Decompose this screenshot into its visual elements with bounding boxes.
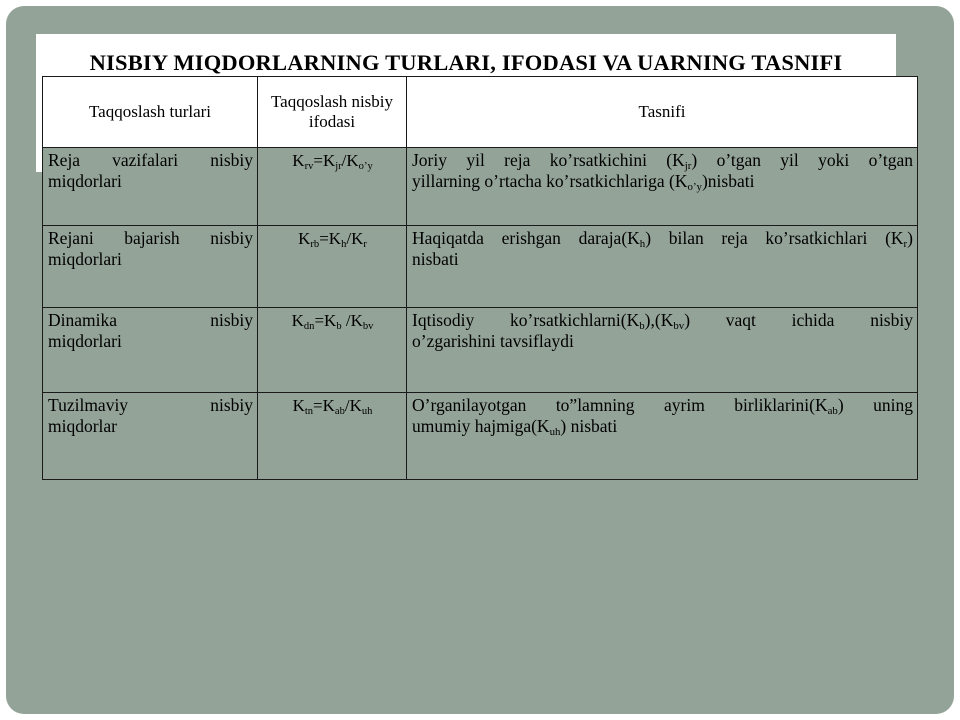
table-header-row [43, 77, 918, 148]
formula-base-1: K [291, 311, 304, 330]
formula-base-3: K [350, 311, 363, 330]
table-row [43, 393, 918, 480]
formula-sub-1: dn [303, 320, 315, 332]
formula-equals: = [313, 151, 323, 170]
desc-sub: h [639, 238, 646, 251]
desc-line-2 [412, 171, 913, 192]
cell-description-1 [407, 148, 918, 226]
formula-sub-2: ab [334, 405, 345, 417]
cell-type-3 [43, 308, 258, 393]
formula-slash: / [346, 229, 352, 248]
cell-formula-1 [258, 148, 407, 226]
type-line-1: Tuzilmaviy nisbiy [48, 395, 253, 415]
formula-equals: = [319, 229, 329, 248]
desc-line-1 [412, 395, 913, 416]
desc-text: ) [907, 228, 913, 248]
slide-canvas [6, 6, 954, 714]
table-row [43, 308, 918, 393]
table-row [43, 226, 918, 308]
cell-description-3 [407, 308, 918, 393]
formula-sub-1: tn [304, 405, 314, 417]
type-line-2: miqdorlari [48, 249, 122, 269]
formula-base-2: K [322, 151, 336, 170]
formula-base-2: K [322, 396, 335, 415]
desc-text: ),(K [644, 310, 674, 330]
formula-sub-3: uh [361, 405, 373, 417]
column-header-type: Taqqoslash turlari [43, 77, 258, 148]
cell-type-4 [43, 393, 258, 480]
cell-description-2 [407, 226, 918, 308]
desc-line-1 [412, 228, 913, 249]
formula-slash: / [344, 396, 350, 415]
page-title: NISBIY MIQDORLARNING TURLARI, IFODASI VA UARNING TASNIFI [89, 50, 843, 75]
formula-base-1: K [292, 151, 305, 170]
formula-sub-3: bv [362, 320, 374, 332]
desc-sub: o’y [687, 181, 702, 194]
desc-sub: bv [673, 320, 685, 333]
desc-text: O’rganilayotgan to”lamning ayrim birliklarini(K [412, 395, 828, 415]
cell-description-4 [407, 393, 918, 480]
formula-base-2: K [328, 229, 342, 248]
desc-text: ) o’tgan yil yoki o’tgan [691, 150, 913, 170]
formula-sub-2: h [341, 238, 347, 250]
relative-quantities-table [42, 76, 918, 480]
formula-sub-2: jr [335, 160, 342, 172]
desc-text: Joriy yil reja ko’rsatkichini (K [412, 150, 685, 170]
desc-text: Haqiqatda erishgan daraja(K [412, 228, 640, 248]
desc-text: ) uning [837, 395, 913, 415]
desc-line-1 [412, 150, 913, 171]
cell-formula-2 [258, 226, 407, 308]
desc-line-1 [412, 310, 913, 331]
desc-sub: uh [549, 426, 561, 439]
formula-equals: = [314, 311, 325, 330]
column-header-formula: Taqqoslash nisbiy ifodasi [258, 77, 407, 148]
desc-sub: jr [684, 160, 692, 173]
type-line-1: Reja vazifalari nisbiy [48, 150, 253, 170]
desc-sub: ab [827, 405, 838, 418]
desc-line-2: o’zgarishini tavsiflaydi [412, 331, 574, 351]
formula-sub-2: b [336, 320, 342, 332]
formula-base-1: K [292, 396, 305, 415]
formula-base-3: K [351, 229, 364, 248]
desc-text: ) nisbati [560, 416, 618, 436]
formula-sub-1: rb [310, 238, 320, 250]
formula-sub-1: rv [304, 160, 314, 172]
formula-base-3: K [349, 396, 362, 415]
formula-sub-3: o’y [358, 160, 373, 172]
cell-formula-4 [258, 393, 407, 480]
desc-text: umumiy hajmiga(K [412, 416, 550, 436]
formula-slash: / [341, 151, 347, 170]
cell-type-2 [43, 226, 258, 308]
formula-base-3: K [346, 151, 359, 170]
column-header-description: Tasnifi [407, 77, 918, 148]
type-line-2: miqdorlar [48, 416, 118, 436]
desc-text: ) bilan reja ko’rsatkichlari (K [645, 228, 904, 248]
formula-equals: = [313, 396, 323, 415]
type-line-1: Dinamika nisbiy [48, 310, 253, 330]
type-line-2: miqdorlari [48, 171, 122, 191]
desc-text: ) vaqt ichida nisbiy [684, 310, 913, 330]
desc-text: yillarning o’rtacha ko’rsatkichlariga (K [412, 171, 688, 191]
cell-type-1 [43, 148, 258, 226]
cell-formula-3 [258, 308, 407, 393]
desc-line-2: nisbati [412, 249, 459, 269]
formula-base-2: K [324, 311, 337, 330]
desc-text: )nisbati [701, 171, 755, 191]
desc-sub: r [903, 238, 908, 251]
formula-sub-3: r [363, 238, 367, 250]
formula-base-1: K [298, 229, 311, 248]
table-row [43, 148, 918, 226]
type-line-1: Rejani bajarish nisbiy [48, 228, 253, 248]
formula-slash: / [341, 311, 351, 330]
desc-line-2 [412, 416, 913, 437]
type-line-2: miqdorlari [48, 331, 122, 351]
desc-text: Iqtisodiy ko’rsatkichlarni(K [412, 310, 640, 330]
desc-sub: b [639, 320, 645, 333]
